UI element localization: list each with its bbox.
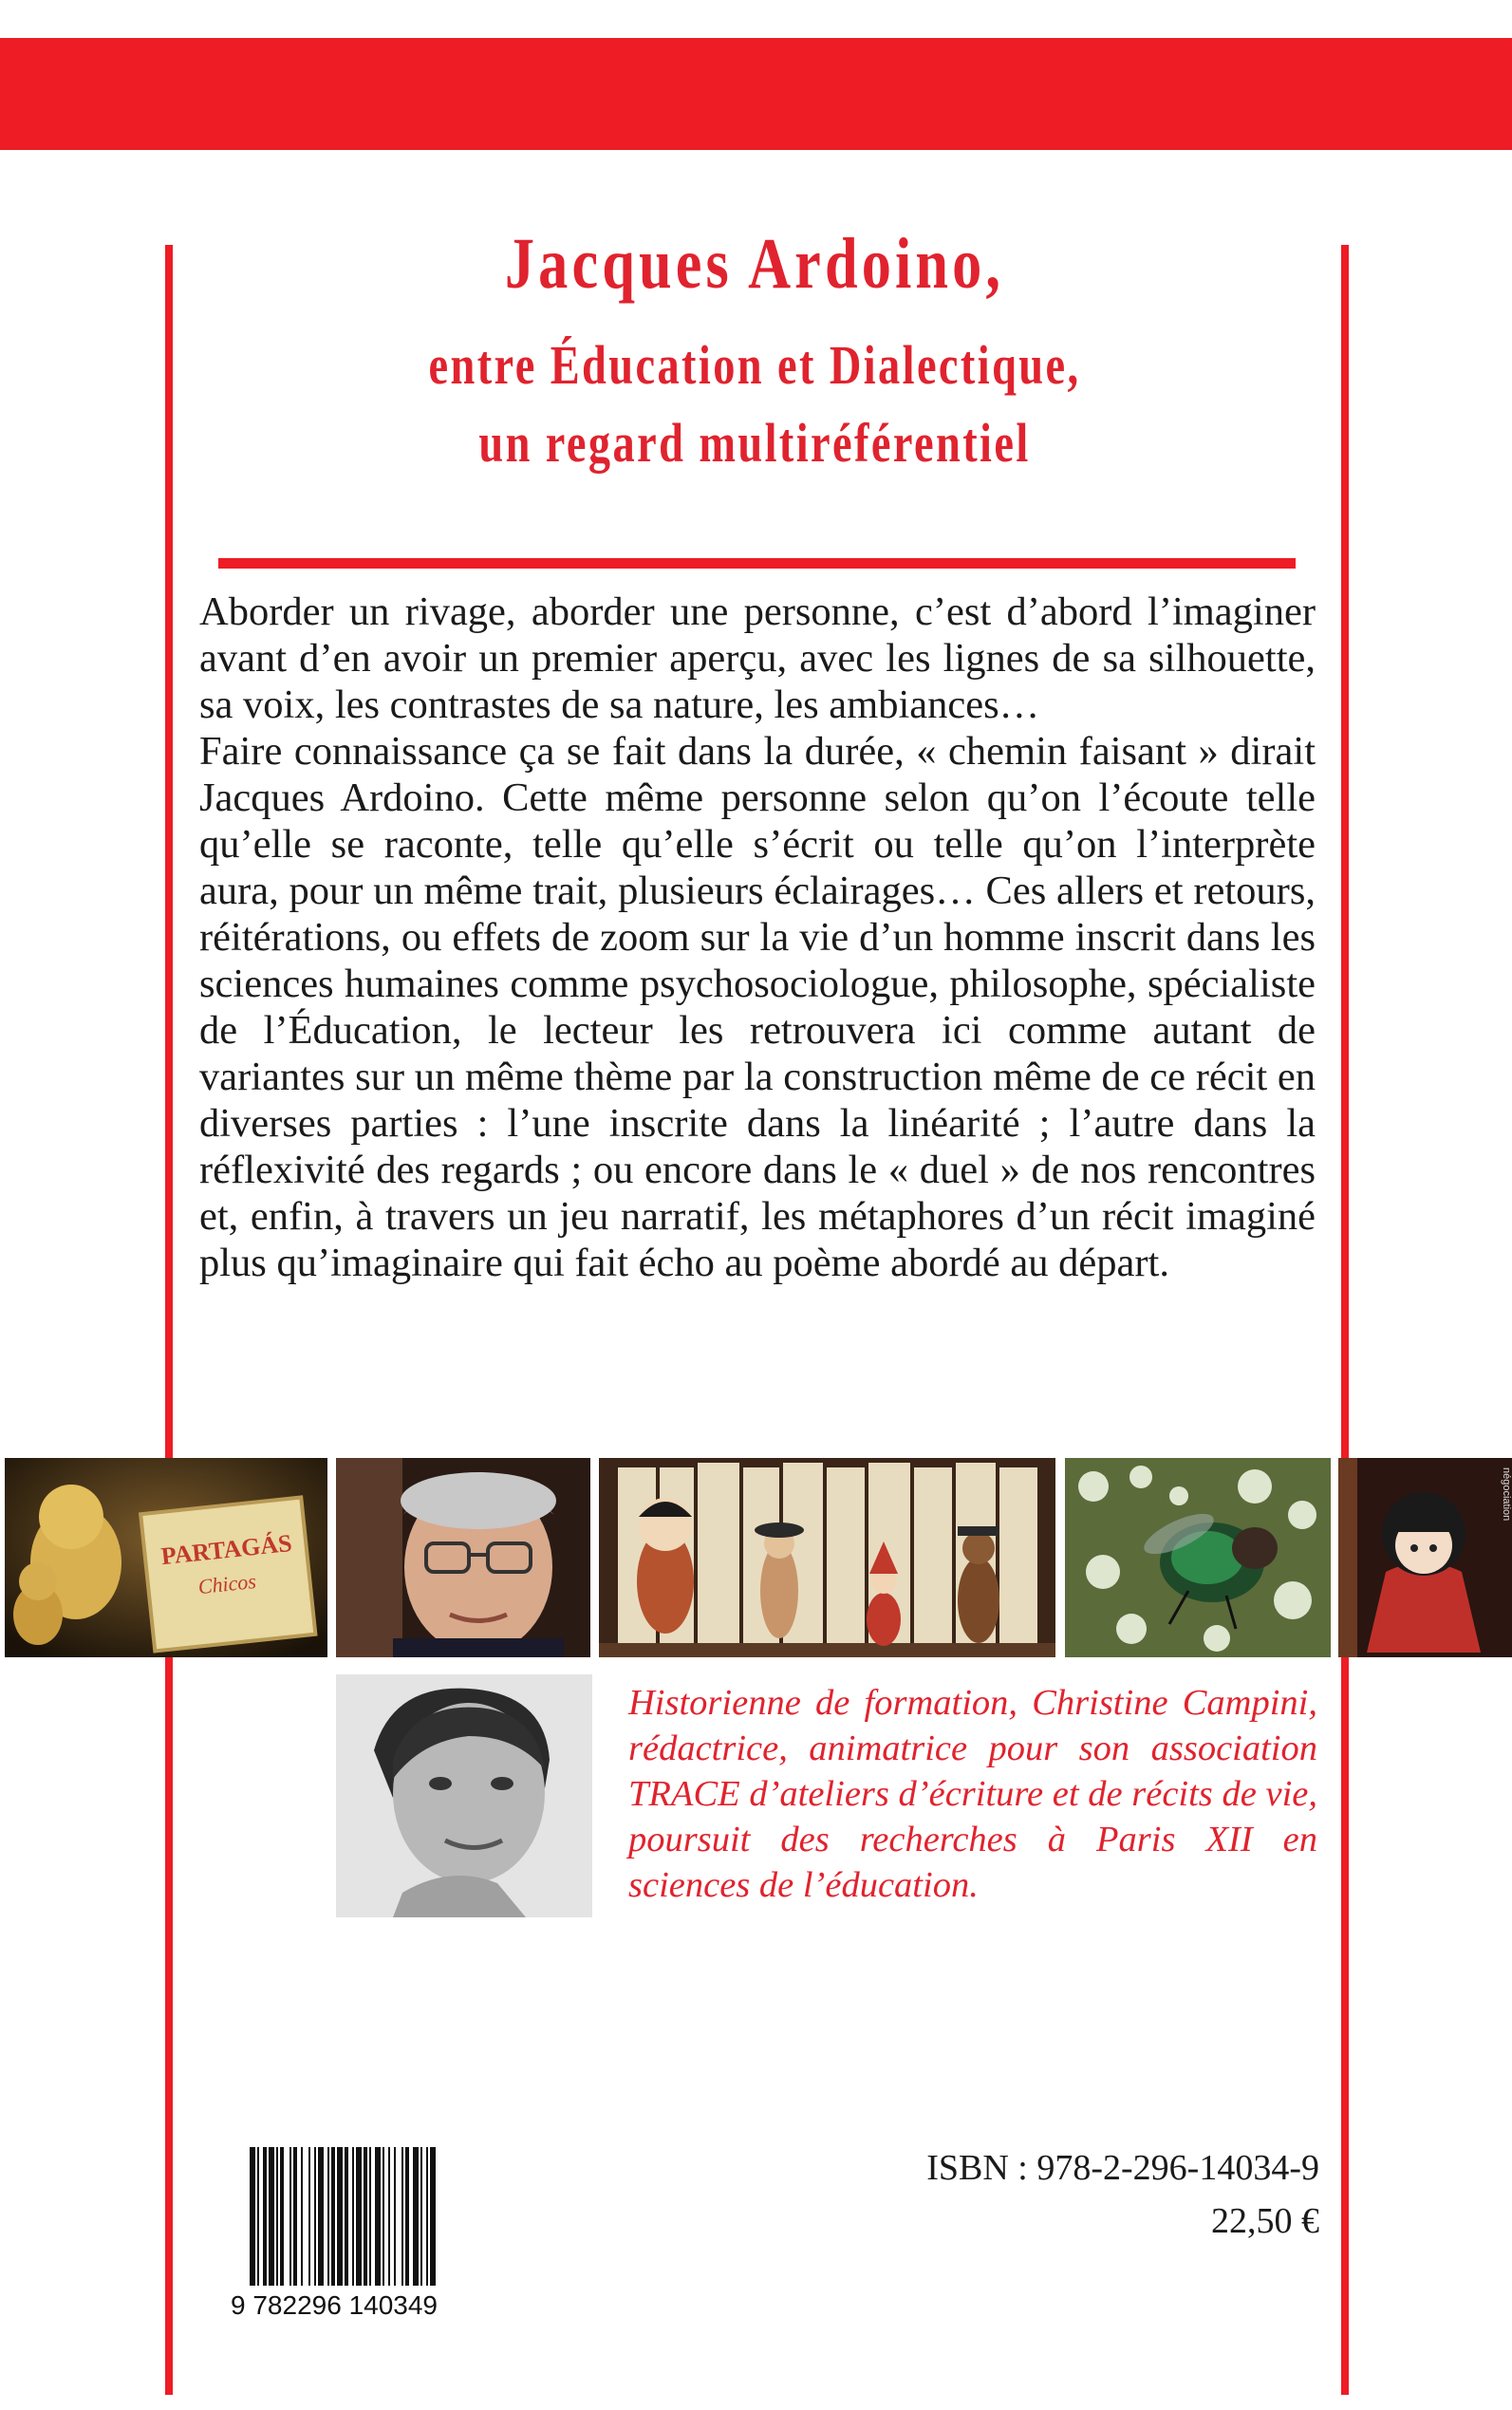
photo-jacques-ardoino-portrait — [336, 1458, 590, 1657]
barcode-bar — [383, 2147, 384, 2286]
barcode-bar — [356, 2147, 362, 2286]
back-cover-summary — [199, 588, 1316, 1286]
barcode-bar — [318, 2147, 324, 2286]
barcode-bar — [269, 2147, 274, 2286]
barcode-bar — [314, 2147, 316, 2286]
barcode-bar — [426, 2147, 428, 2286]
barcode-bar — [301, 2147, 303, 2286]
barcode-bar — [331, 2147, 335, 2286]
right-red-rule — [1341, 245, 1349, 2395]
barcode-bar — [345, 2147, 348, 2286]
author-bio: Historienne de formation, Christine Campini, rédactrice, animatrice pour son association TRACE d’ateliers d’écriture et de récits de vie, poursuit des recherches à Paris XII en sciences de l’éducation. — [628, 1683, 1317, 1905]
isbn-barcode — [229, 2143, 515, 2320]
photo-doll-red-dress — [1338, 1458, 1512, 1657]
barcode-bar — [369, 2147, 371, 2286]
barcode-bar — [394, 2147, 396, 2286]
barcode-bar — [430, 2147, 436, 2286]
barcode-bar — [263, 2147, 267, 2286]
author-photo — [336, 1674, 592, 1917]
barcode-bar — [276, 2147, 278, 2286]
barcode-bar — [352, 2147, 354, 2286]
barcode-bar — [308, 2147, 310, 2286]
barcode-bar — [257, 2147, 259, 2286]
main-title: Jacques Ardoino, — [504, 224, 1005, 304]
subtitle-line-1: entre Éducation et Dialectique, — [428, 334, 1081, 396]
barcode-bar — [337, 2147, 343, 2286]
partagas-label: PARTAGÁS — [159, 1528, 293, 1571]
barcode-bar — [388, 2147, 390, 2286]
photo-lucky-cats — [5, 1458, 327, 1657]
title-divider — [218, 558, 1296, 569]
chicos-label: Chicos — [196, 1568, 257, 1599]
barcode-bar — [327, 2147, 329, 2286]
isbn-text: ISBN : 978-2-296-14034-9 — [926, 2148, 1319, 2188]
barcode-bar — [420, 2147, 422, 2286]
barcode-bar — [375, 2147, 381, 2286]
barcode-bar — [405, 2147, 409, 2286]
price-text: 22,50 € — [1211, 2201, 1319, 2241]
left-red-rule — [165, 245, 173, 2395]
barcode-bar — [250, 2147, 255, 2286]
photo5-side-text: négociation — [1501, 1467, 1512, 1522]
barcode-digits: 9 782296 140349 — [231, 2290, 438, 2320]
barcode-bar — [364, 2147, 367, 2286]
barcode-bar — [413, 2147, 419, 2286]
top-red-band — [0, 38, 1512, 150]
summary-paragraph-1: Aborder un rivage, aborder une personne, c’est d’abord l’imaginer avant d’en avoir un premier aperçu, avec les lignes de sa silhouette, sa voix, les contrastes de sa nature, les ambiances… — [199, 589, 1316, 727]
photo-fly-on-flowers — [1065, 1458, 1331, 1657]
summary-paragraph-2: Faire connaissance ça se fait dans la durée, « chemin faisant » dirait Jacques Ardoino. Cette même personne selon qu’on l’écoute telle qu’elle se raconte, telle qu’elle s’écrit ou telle qu’on l’interprète aura, pour un même trait, plusieurs éclairages… Ces allers et retours, réitérations, ou effets de zoom sur la vie d’un homme inscrit dans les sciences humaines comme psychosociologue, philosophe, spécialiste de l’Éducation, le lecteur les retrouvera ici comme autant de variantes sur un même thème par la construction même de ce récit en diverses parties : l’une inscrite dans la linéarité ; l’autre dans la réflexivité des regards ; ou encore dans le « duel » de nos rencontres et, enfin, à travers un jeu narratif, les métaphores d’un récit imaginé plus qu’imaginaire qui fait écho au poème abordé au départ. — [199, 729, 1316, 1285]
subtitle-line-2: un regard multiréférentiel — [478, 412, 1031, 474]
barcode-bar — [293, 2147, 297, 2286]
photo-dolls-bookshelf — [599, 1458, 1055, 1657]
barcode-bar — [289, 2147, 291, 2286]
barcode-bar — [280, 2147, 284, 2286]
barcode-bar — [401, 2147, 403, 2286]
cover-title — [190, 223, 1319, 482]
